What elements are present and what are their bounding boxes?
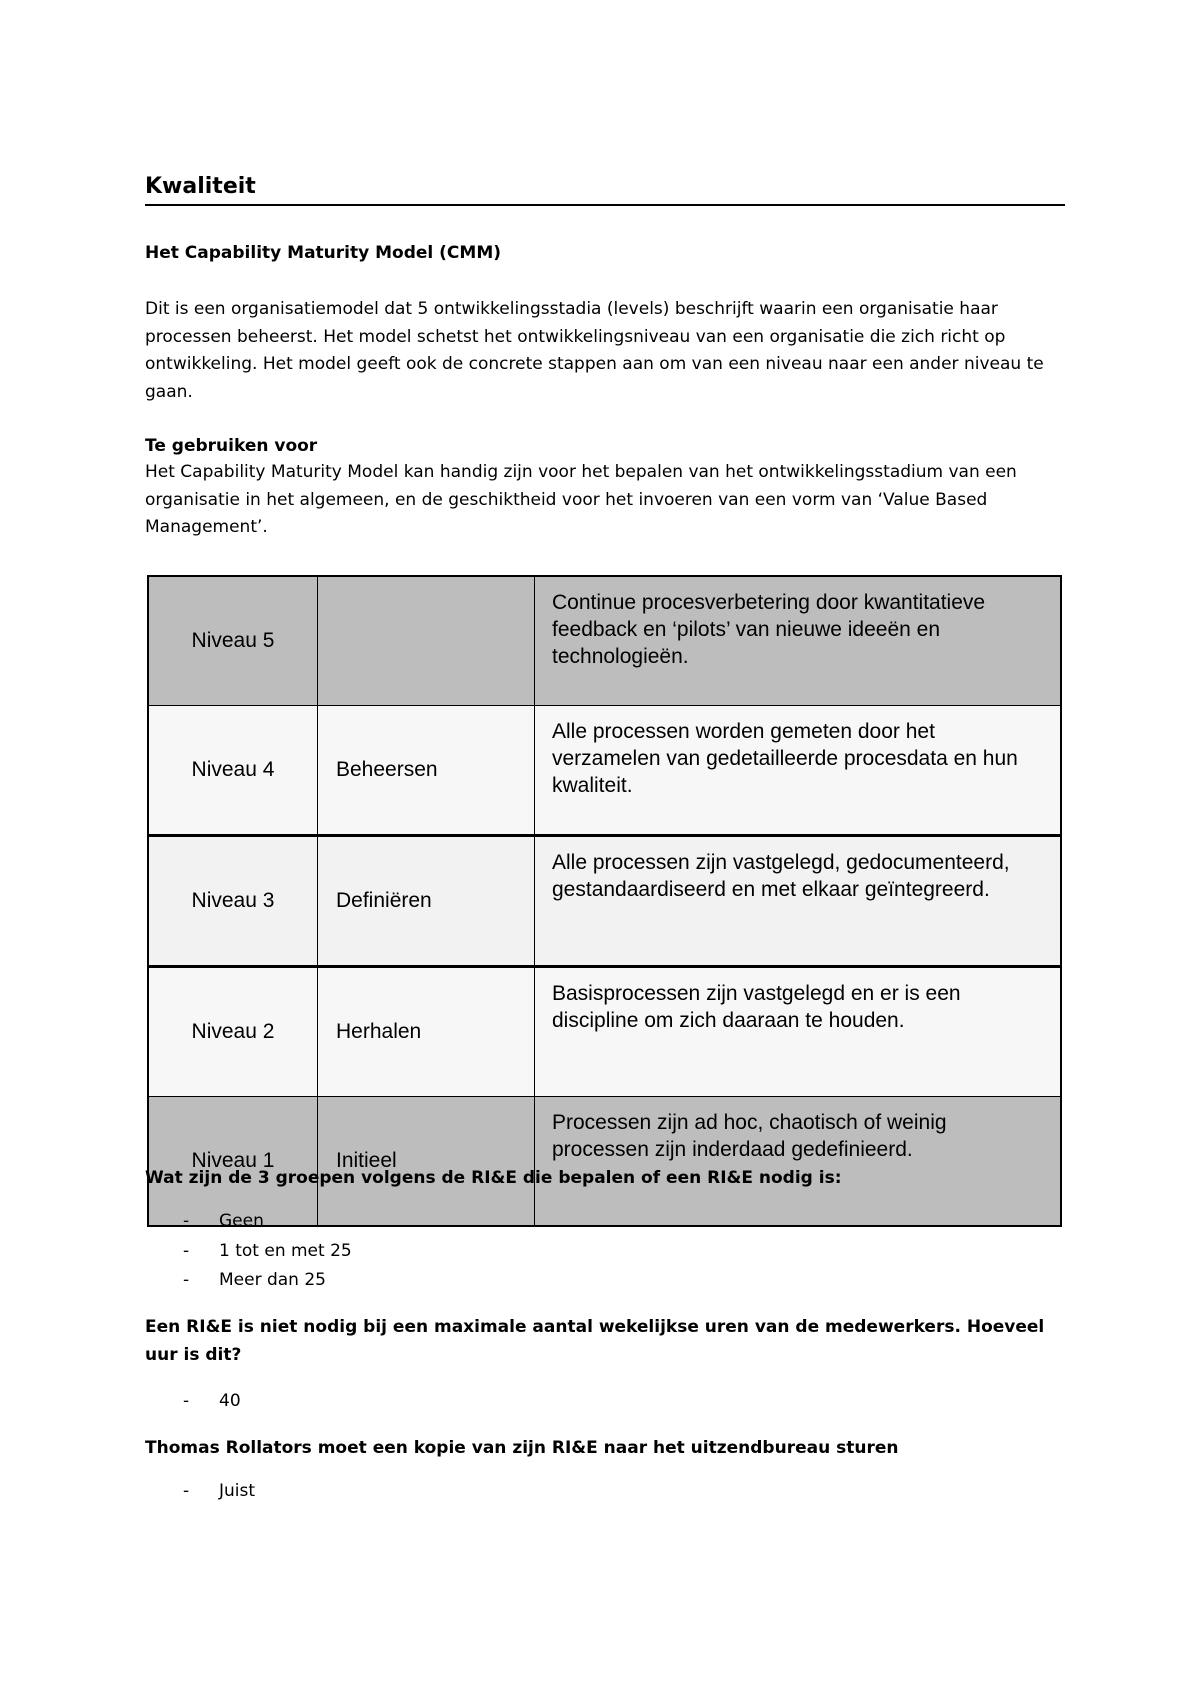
- level-cell: Niveau 4: [148, 706, 318, 836]
- cmm-heading: Het Capability Maturity Model (CMM): [145, 243, 502, 263]
- answer-text: 40: [219, 1391, 241, 1411]
- table-row: [148, 576, 1061, 706]
- level-description-cell: [535, 1097, 1062, 1227]
- level-description-cell: [535, 706, 1062, 836]
- use-heading: Te gebruiken voor: [145, 436, 318, 456]
- table-row: [148, 836, 1061, 967]
- answer-list-2: [145, 1387, 241, 1417]
- answer-text: Juist: [219, 1481, 256, 1501]
- level-description: Basisprocessen zijn vastgelegd en er is een discipline om zich daaraan te houden.: [552, 982, 961, 1032]
- list-item: [145, 1266, 352, 1296]
- level-description: Alle processen worden gemeten door het verzamelen van gedetailleerde procesdata en hun kwaliteit.: [552, 720, 1018, 797]
- list-item: [145, 1477, 255, 1507]
- table-row: [148, 967, 1061, 1097]
- level-description-cell: [535, 576, 1062, 706]
- level-name-cell: Beheersen: [318, 706, 535, 836]
- question-2: Een RI&E is niet nodig bij een maximale aantal wekelijkse uren van de medewerkers. Hoeveel uur is dit?: [145, 1317, 1045, 1365]
- level-description-cell: [535, 967, 1062, 1097]
- bullet-dash: -: [183, 1240, 190, 1261]
- answer-list-1: [145, 1207, 352, 1296]
- level-name-cell: [318, 576, 535, 706]
- level-name-cell: Initieel: [318, 1097, 535, 1227]
- level-cell: Niveau 1: [148, 1097, 318, 1227]
- bullet-dash: -: [183, 1270, 190, 1290]
- level-description-cell: [535, 836, 1062, 967]
- list-item: [145, 1387, 241, 1417]
- question-3: Thomas Rollators moet een kopie van zijn RI&E naar het uitzendbureau sturen: [145, 1438, 899, 1458]
- bullet-dash: -: [183, 1211, 190, 1231]
- table-row: [148, 706, 1061, 836]
- level-cell: Niveau 5: [148, 576, 318, 706]
- level-description: Processen zijn ad hoc, chaotisch of weinig processen zijn inderdaad gedefinieerd.: [552, 1111, 947, 1161]
- bullet-dash: -: [183, 1481, 190, 1501]
- use-paragraph: Het Capability Maturity Model kan handig zijn voor het bepalen van het ontwikkelingsstadium van een organisatie in het algemeen, en de geschiktheid voor het invoeren van een vorm van ‘Value Based Management’.: [145, 462, 1017, 537]
- answer-text: Meer dan 25: [219, 1270, 326, 1290]
- list-item: [145, 1207, 352, 1237]
- answer-list-3: [145, 1477, 255, 1507]
- level-cell: Niveau 2: [148, 967, 318, 1097]
- page-title: Kwaliteit: [145, 172, 1065, 206]
- answer-text: 1 tot en met 25: [219, 1240, 352, 1261]
- level-description: Continue procesverbetering door kwantitatieve feedback en ‘pilots’ van nieuwe ideeën en technologieën.: [552, 591, 986, 668]
- list-item: [145, 1237, 352, 1267]
- level-name-cell: Herhalen: [318, 967, 535, 1097]
- level-cell: Niveau 3: [148, 836, 318, 967]
- question-1: Wat zijn de 3 groepen volgens de RI&E die bepalen of een RI&E nodig is:: [145, 1168, 842, 1188]
- cmm-levels-table: [147, 575, 1062, 1227]
- level-description: Alle processen zijn vastgelegd, gedocumenteerd, gestandaardiseerd en met elkaar geïntegreerd.: [552, 851, 1010, 901]
- intro-paragraph: Dit is een organisatiemodel dat 5 ontwikkelingsstadia (levels) beschrijft waarin een organisatie haar processen beheerst. Het model schetst het ontwikkelingsniveau van een organisatie die zich richt op ontwikkeling. Het model geeft ook de concrete stappen aan om van een niveau naar een ander niveau te gaan.: [145, 299, 1044, 402]
- level-name-cell: Definiëren: [318, 836, 535, 967]
- bullet-dash: -: [183, 1391, 190, 1411]
- answer-text: Geen: [219, 1211, 264, 1231]
